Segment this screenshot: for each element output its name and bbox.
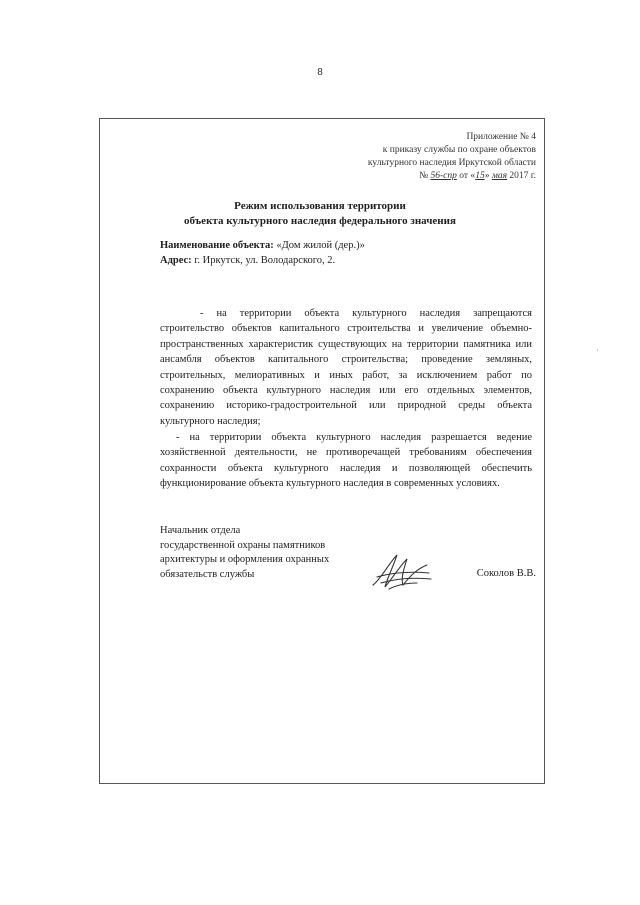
- object-info: [160, 238, 365, 268]
- restrictions-paragraph: - на территории объекта культурного наследия запрещаются строительство объектов капитального строительства и увеличение объемно-пространственных характеристик существующих на территории памятника или ансамбля объектов капитального строительства; проведение земляных, строительных, мелиоративных и иных работ, за исключением работ по сохранению объекта культурного наследия или его отдельных элементов, сохранению историко-градостроительной или природной среды объекта культурного наследия;: [160, 308, 532, 427]
- order-from: от «: [459, 171, 476, 181]
- appendix-line-3: культурного наследия Иркутской области: [367, 158, 536, 168]
- appendix-line-2: к приказу службы по охране объектов: [382, 145, 536, 155]
- order-no-prefix: №: [419, 171, 429, 181]
- order-number: 56-спр: [430, 171, 457, 181]
- order-year: 2017 г.: [509, 171, 536, 181]
- object-address-label: Адрес:: [160, 255, 192, 266]
- order-day: 15: [475, 171, 485, 181]
- object-name-value: «Дом жилой (дер.)»: [276, 240, 365, 251]
- page-number: 8: [317, 67, 323, 78]
- object-name-label: Наименование объекта:: [160, 240, 274, 251]
- appendix-line-1: Приложение № 4: [466, 132, 536, 142]
- scan-mark: ·: [596, 345, 599, 355]
- signer-name: Соколов В.В.: [476, 568, 536, 579]
- document-title: [130, 199, 510, 229]
- appendix-header: [368, 131, 536, 183]
- order-month: мая: [491, 171, 508, 181]
- object-name-row: [160, 238, 365, 253]
- object-address-value: г. Иркутск, ул. Володарского, 2.: [194, 255, 336, 266]
- signer-line-4: обязательств службы: [160, 568, 255, 580]
- title-line-1: Режим использования территории: [234, 200, 406, 212]
- handwritten-signature: [367, 549, 435, 593]
- order-number-line: № 56-спр от «15» мая 2017 г.: [419, 171, 536, 181]
- permissions-paragraph: - на территории объекта культурного наследия разрешается ведение хозяйственной деятельности, не противоречащей требованиям обеспечения сохранности объекта культурного наследия и позволяющей обеспечить функционирование объекта культурного наследия в современных условиях.: [160, 432, 532, 490]
- signer-line-1: Начальник отдела: [160, 525, 241, 536]
- object-address-row: [160, 253, 365, 268]
- signer-line-2: государственной охраны памятников: [160, 539, 326, 551]
- signer-line-3: архитектуры и оформления охранных: [160, 554, 330, 565]
- title-line-2: объекта культурного наследия федерального значения: [184, 215, 456, 227]
- signer-block: [160, 524, 329, 582]
